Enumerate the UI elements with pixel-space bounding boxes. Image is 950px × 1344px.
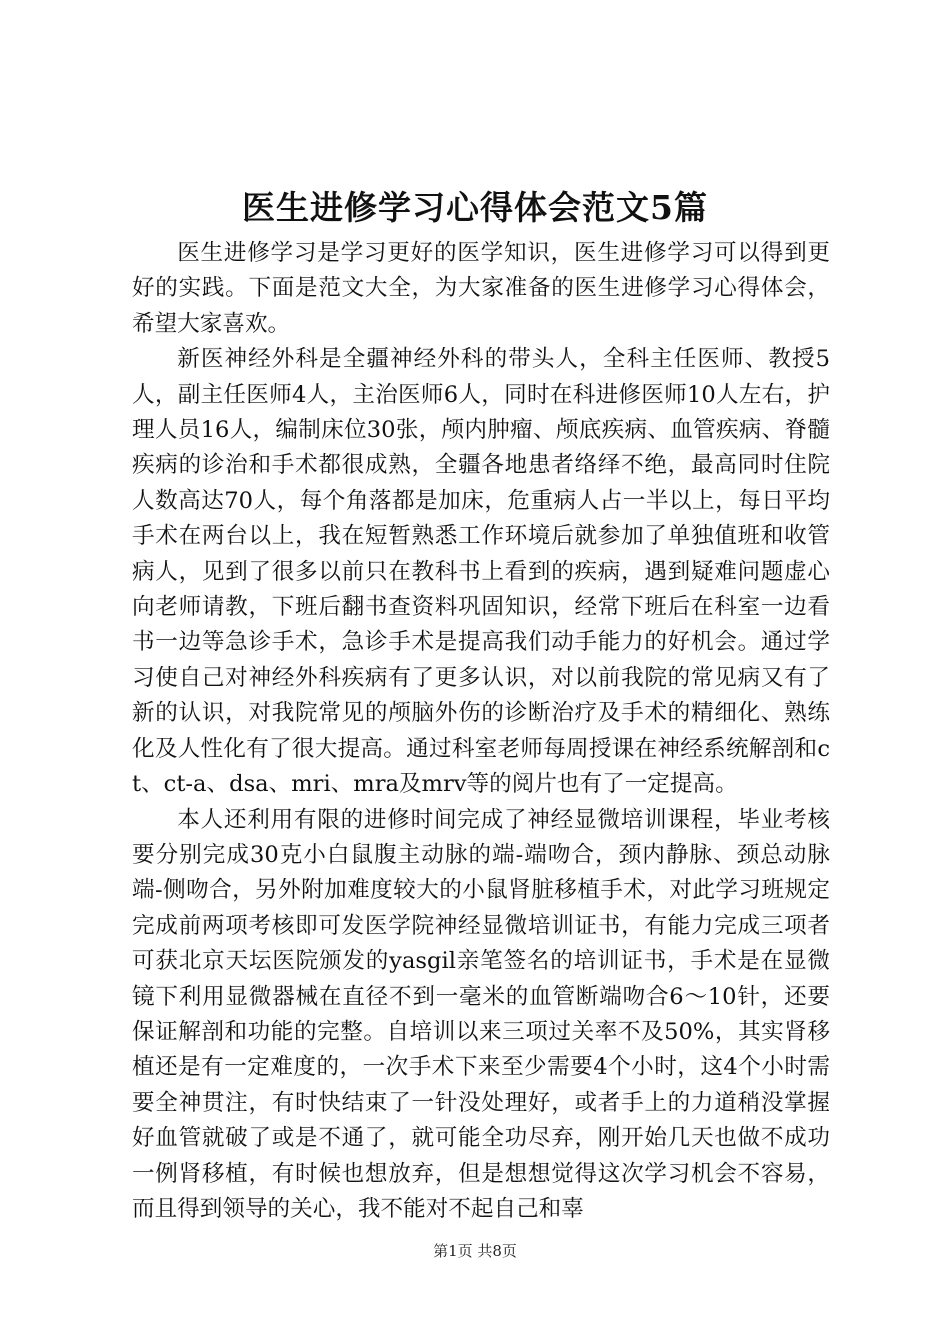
document-body [132, 236, 830, 1227]
intro-paragraph: 医生进修学习是学习更好的医学知识，医生进修学习可以得到更好的实践。下面是范文大全，为大家准备的医生进修学习心得体会，希望大家喜欢。 [132, 240, 830, 337]
page-number-footer: 第1页 共8页 [433, 1242, 517, 1260]
body-paragraph: 本人还利用有限的进修时间完成了神经显微培训课程，毕业考核要分别完成30克小白鼠腹主动脉的端-端吻合，颈内静脉、颈总动脉端-侧吻合，另外附加难度较大的小鼠肾脏移植手术，对此学习班规定完成前两项考核即可发医学院神经显微培训证书，有能力完成三项者可获北京天坛医院颁发的yasgil亲笔签名的培训证书，手术是在显微镜下利用显微器械在直径不到一毫米的血管断端吻合6～10针，还要保证解剖和功能的完整。自培训以来三项过关率不及50%，其实肾移植还是有一定难度的，一次手术下来至少需要4个小时，这4个小时需要全神贯注，有时快结束了一针没处理好，或者手上的力道稍没掌握好血管就破了或是不通了，就可能全功尽弃，刚开始几天也做不成功一例肾移植，有时候也想放弃，但是想想觉得这次学习机会不容易，而且得到领导的关心，我不能对不起自己和辜 [132, 806, 830, 1222]
page-title: 医生进修学习心得体会范文5篇 [242, 188, 708, 227]
body-paragraph: 新医神经外科是全疆神经外科的带头人，全科主任医师、教授5人，副主任医师4人，主治医师6人，同时在科进修医师10人左右，护理人员16人，编制床位30张，颅内肿瘤、颅底疾病、血管疾病、脊髓疾病的诊治和手术都很成熟，全疆各地患者络绎不绝，最高同时住院人数高达70人，每个角落都是加床，危重病人占一半以上，每日平均手术在两台以上，我在短暂熟悉工作环境后就参加了单独值班和收管病人，见到了很多以前只在教科书上看到的疾病，遇到疑难问题虚心向老师请教，下班后翻书查资料巩固知识，经常下班后在科室一边看书一边等急诊手术，急诊手术是提高我们动手能力的好机会。通过学习使自己对神经外科疾病有了更多认识，对以前我院的常见病又有了新的认识，对我院常见的颅脑外伤的诊断治疗及手术的精细化、熟练化及人性化有了很大提高。通过科室老师每周授课在神经系统解剖和ct、ct-a、dsa、mri、mra及mrv等的阅片也有了一定提高。 [132, 346, 830, 798]
